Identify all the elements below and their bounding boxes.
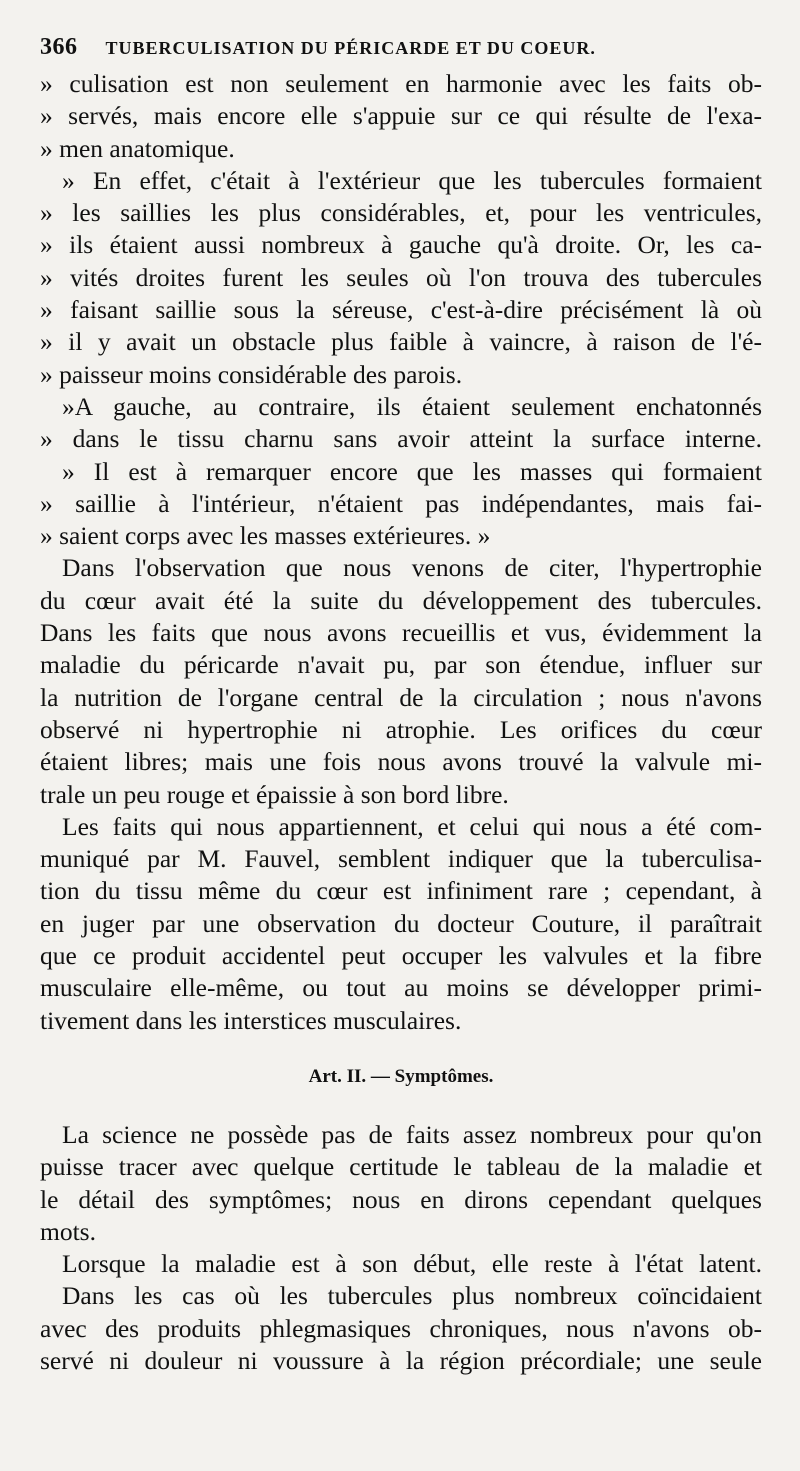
text-line: puisse tracer avec quelque certitude le tableau de la maladie et <box>40 1152 762 1182</box>
body-text-lower <box>40 1119 762 1377</box>
text-line: » ils étaient aussi nombreux à gauche qu'à droite. Or, les ca- <box>40 230 762 260</box>
text-line: étaient libres; mais une fois nous avons trouvé la valvule mi- <box>40 747 762 777</box>
text-line: » vités droites furent les seules où l'on trouva des tubercules <box>40 262 762 292</box>
text-line: maladie du péricarde n'avait pu, par son étendue, influer sur <box>40 650 762 680</box>
page-number: 366 <box>40 34 78 60</box>
text-line: Lorsque la maladie est à son début, elle reste à l'état latent. <box>62 1249 762 1279</box>
text-line: Dans les faits que nous avons recueillis et vus, évidemment la <box>40 618 762 648</box>
running-title: TUBERCULISATION DU PÉRICARDE ET DU COEUR. <box>105 38 596 58</box>
text-line: » saillie à l'intérieur, n'étaient pas indépendantes, mais fai- <box>40 488 762 518</box>
text-line: avec des produits phlegmasiques chroniques, nous n'avons ob- <box>40 1313 762 1343</box>
text-line: »A gauche, au contraire, ils étaient seulement enchatonnés <box>62 391 762 421</box>
text-line: mots. <box>40 1216 96 1246</box>
text-line: La science ne possède pas de faits assez nombreux pour qu'on <box>62 1119 762 1149</box>
running-head <box>40 34 762 68</box>
text-line: le détail des symptômes; nous en dirons cependant quelques <box>40 1184 762 1214</box>
text-line: » servés, mais encore elle s'appuie sur ce qui résulte de l'exa- <box>40 101 762 131</box>
text-line: en juger par une observation du docteur Couture, il paraîtrait <box>40 908 762 938</box>
text-line: que ce produit accidentel peut occuper les valvules et la fibre <box>40 941 762 971</box>
text-line: » Il est à remarquer encore que les masses qui formaient <box>62 456 762 486</box>
text-line: Dans l'observation que nous venons de citer, l'hypertrophie <box>62 553 762 583</box>
text-line: tion du tissu même du cœur est infiniment rare ; cependant, à <box>40 876 762 906</box>
body-text-upper <box>40 68 762 1037</box>
text-line: muniqué par M. Fauvel, semblent indiquer que la tuberculisa- <box>40 844 762 874</box>
text-line: servé ni douleur ni voussure à la région précordiale; une seule <box>40 1345 762 1375</box>
text-line: » les saillies les plus considérables, et, pour les ventricules, <box>40 198 762 228</box>
text-line: la nutrition de l'organe central de la circulation ; nous n'avons <box>40 682 762 712</box>
text-line: » paisseur moins considérable des parois. <box>40 359 463 389</box>
section-heading: Art. II. — Symptômes. <box>308 1065 494 1087</box>
text-line: musculaire elle-même, ou tout au moins se développer primi- <box>40 973 762 1003</box>
text-line: tivement dans les interstices musculaires. <box>40 1005 462 1035</box>
text-line: trale un peu rouge et épaissie à son bord libre. <box>40 779 509 809</box>
text-line: » saient corps avec les masses extérieures. » <box>40 521 491 551</box>
text-line: observé ni hypertrophie ni atrophie. Les orifices du cœur <box>40 714 762 744</box>
text-line: » il y avait un obstacle plus faible à vaincre, à raison de l'é- <box>40 327 762 357</box>
text-line: Les faits qui nous appartiennent, et celui qui nous a été com- <box>62 811 762 841</box>
text-line: » En effet, c'était à l'extérieur que les tubercules formaient <box>62 165 762 195</box>
text-line: » men anatomique. <box>40 133 235 163</box>
text-line: » faisant saillie sous la séreuse, c'est-à-dire précisément là où <box>40 295 762 325</box>
text-line: du cœur avait été la suite du développement des tubercules. <box>40 585 762 615</box>
text-line: » culisation est non seulement en harmonie avec les faits ob- <box>40 69 762 98</box>
text-line: » dans le tissu charnu sans avoir atteint la surface interne. <box>40 424 762 454</box>
text-line: Dans les cas où les tubercules plus nombreux coïncidaient <box>62 1281 762 1311</box>
